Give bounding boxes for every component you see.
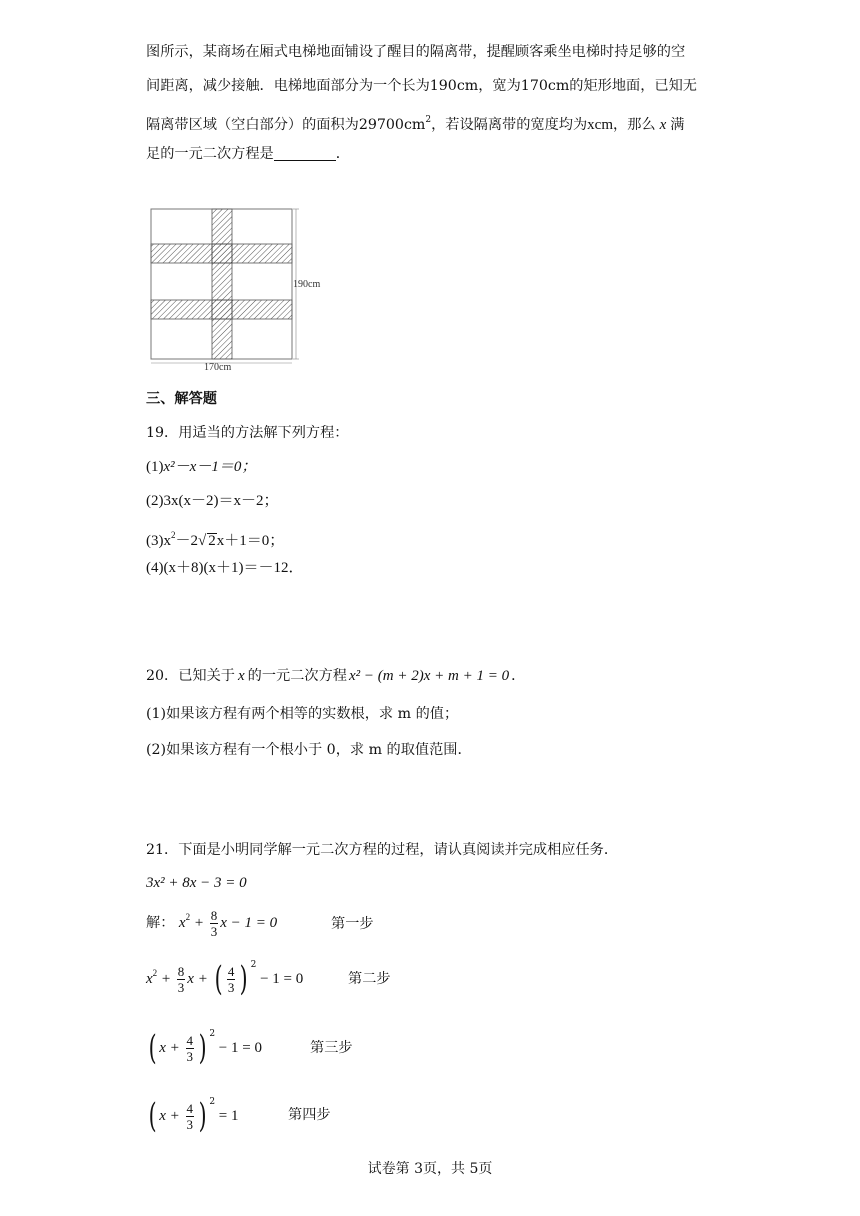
problem-20-stem: 20．已知关于 x 的一元二次方程 x² − (m + 2)x + m + 1 = 0 ． [146,668,526,684]
height-label: 190cm [293,279,321,290]
step-3-label: 第三步 [310,1040,353,1056]
problem-19-q3: $(3)x^2-2√$ 2x＋1＝0； [146,530,285,549]
step-1-label: 第一步 [331,916,374,932]
horizontal-band-top [151,244,292,263]
step-2-label: 第二步 [348,971,391,987]
vertical-band [212,209,232,359]
problem-18-line-3: 隔离带区域（空白部分）的面积为$29700cm^2$，若设隔离带的宽度均为xcm，那么 x 满 [146,115,685,133]
solution-step-2: $x^2$ + $\frac{8}{3}$ x + ( $\frac{4}{3}$ ) $^2$ − 1 = 0 [146,959,304,999]
problem-20-q2: (2)如果该方程有一个根小于 0，求 m 的取值范围． [146,742,472,758]
horizontal-band-bottom [151,300,292,319]
solution-step-4: ( x + $\frac{4}{3}$ ) $^2$ = 1 [148,1096,239,1136]
problem-20-q1: (1)如果该方程有两个相等的实数根，求 m 的值； [146,706,459,722]
problem-21-equation: 3x² + 8x − 3 = 0 [146,875,247,891]
elevator-floor-figure [146,206,336,372]
step-4-label: 第四步 [288,1107,331,1123]
section-title: 三、解答题 [146,391,217,407]
problem-18-line-2: 间距离，减少接触．电梯地面部分为一个长为190cm，宽为170cm的矩形地面，已知无 [146,78,697,94]
problem-18-line-4: 足的一元二次方程是 ． [146,146,350,162]
width-label: 170cm [204,362,232,372]
problem-19-q4: (4)(x＋8)(x＋1)＝－12． [146,560,304,576]
solution-step-3: ( x + $\frac{4}{3}$ ) $^2$ − 1 = 0 [148,1028,262,1068]
problem-19-stem: 19．用适当的方法解下列方程： [146,425,349,441]
page-footer: 试卷第 3页，共 5页 [367,1161,493,1177]
problem-21-stem: 21．下面是小明同学解一元二次方程的过程，请认真阅读并完成相应任务． [146,842,619,858]
solution-step-1: 解： $x^2$ + $\frac{8}{3}$ x − 1 = 0 [146,907,278,939]
problem-18-line-1: 图所示，某商场在厢式电梯地面铺设了醒目的隔离带，提醒顾客乘坐电梯时持足够的空 [146,44,686,60]
problem-19-q2: (2)3x(x－2)＝x－2； [146,493,279,509]
problem-19-q1: (1)x²－x－1＝0； [146,459,257,475]
answer-blank[interactable] [274,146,336,161]
